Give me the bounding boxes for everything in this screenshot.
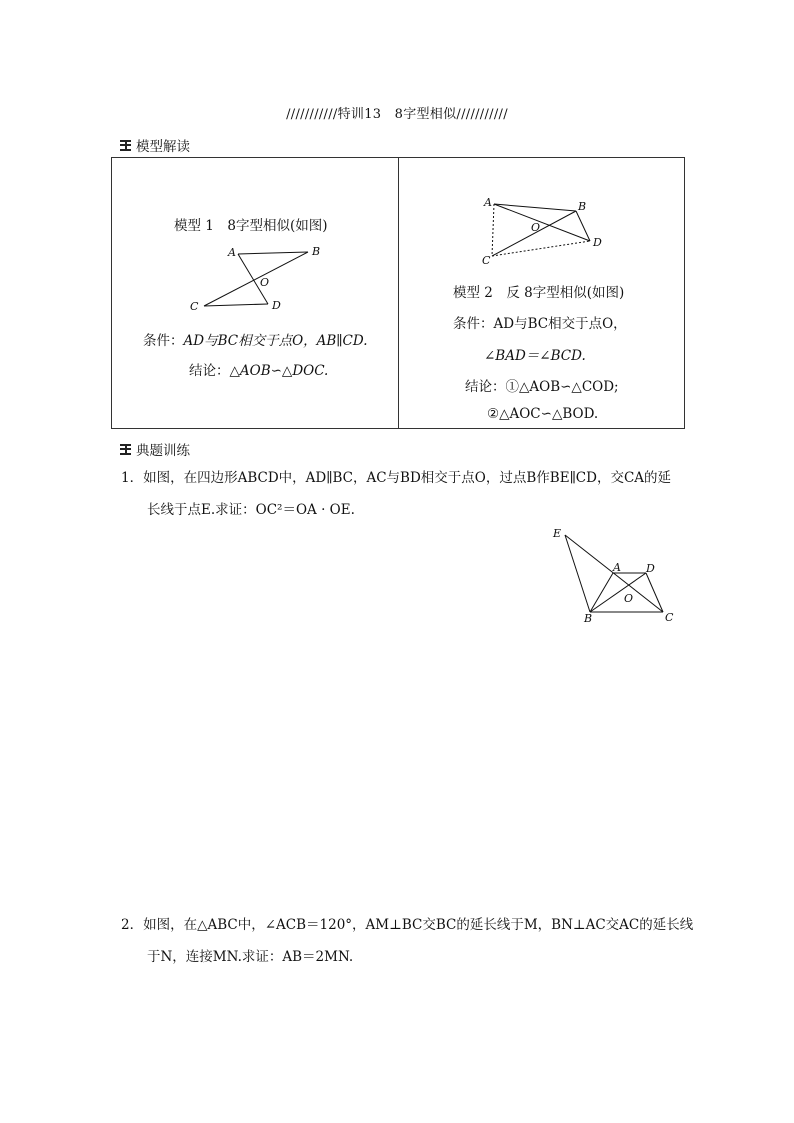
fig1-label-e: E — [553, 527, 562, 540]
model2-label-a: A — [484, 196, 492, 209]
model1-condition-prefix: 条件： — [143, 333, 184, 349]
model1-conclusion-text: △AOB∽△DOC. — [229, 363, 329, 379]
model1-condition — [143, 329, 368, 349]
model1-conclusion-prefix: 结论： — [189, 363, 230, 379]
model1-label-c: C — [190, 300, 199, 313]
model2-label-d: D — [593, 236, 602, 249]
problem-2-number: 2． — [121, 917, 144, 933]
fig1-segment-ab — [590, 573, 613, 612]
model1-conclusion — [189, 359, 328, 379]
model1-label-d: D — [272, 299, 281, 312]
page-title: ///////////特训13 8字型相似/////////// — [286, 107, 508, 122]
problem-2 — [121, 909, 693, 973]
model1-heading: 模型 1 8字型相似(如图) — [174, 218, 328, 234]
fig1-segment-eb — [565, 535, 590, 612]
model1-label-a: A — [228, 246, 236, 259]
fig1-label-d: D — [646, 562, 655, 575]
section-marker-icon — [120, 140, 131, 151]
model2-conclusion-line1: 结论：①△AOB∽△COD; — [465, 379, 619, 395]
section-exercise-title: 典题训练 — [136, 443, 190, 459]
fig1-label-o: O — [624, 592, 634, 605]
model2-condition-line2: ∠BAD＝∠BCD. — [484, 348, 586, 364]
model1-label-o: O — [260, 276, 270, 289]
model2-label-o: O — [531, 221, 541, 234]
problem-2-line2: 于N，连接MN.求证：AB＝2MN. — [147, 949, 354, 965]
model2-label-c: C — [482, 254, 491, 267]
model1-condition-text: AD与BC相交于点O，AB∥CD. — [183, 333, 368, 349]
section-model-heading — [120, 135, 190, 155]
fig1-label-b: B — [584, 612, 593, 625]
model2-segment-ab — [494, 204, 576, 211]
problem-2-line1: 如图，在△ABC中，∠ACB＝120°，AM⊥BC交BC的延长线于M，BN⊥AC交AC的延长线 — [143, 917, 694, 933]
model1-segment-bc — [204, 252, 308, 306]
section-exercise-heading — [120, 439, 190, 459]
fig1-segment-dc — [646, 573, 663, 612]
model1-segment-cd — [204, 304, 268, 306]
model1-label-b: B — [312, 245, 321, 258]
problem-1-line1: 如图，在四边形ABCD中，AD∥BC，AC与BD相交于点O，过点B作BE∥CD，交CA的延 — [143, 470, 672, 486]
model2-segment-ad — [494, 204, 590, 241]
model2-conclusion-line2: ②△AOC∽△BOD. — [487, 406, 599, 422]
section-model-title: 模型解读 — [136, 139, 190, 155]
section-marker-icon — [120, 444, 131, 455]
problem-1-figure — [548, 522, 684, 630]
problem-1 — [121, 462, 671, 526]
problem-1-line2: 长线于点E.求证：OC²＝OA · OE. — [147, 502, 355, 518]
model1-segment-ab — [238, 252, 308, 254]
fig1-label-c: C — [665, 611, 674, 624]
model2-segment-ac-dashed — [492, 204, 494, 256]
problem-1-number: 1． — [121, 470, 144, 486]
model1-figure — [180, 240, 330, 316]
model2-heading: 模型 2 反 8字型相似(如图) — [453, 285, 625, 301]
model2-condition-line1: 条件：AD与BC相交于点O， — [453, 316, 627, 332]
model2-label-b: B — [578, 200, 587, 213]
fig1-label-a: A — [613, 561, 621, 574]
model2-figure — [476, 192, 616, 270]
model-table-divider — [398, 157, 399, 429]
